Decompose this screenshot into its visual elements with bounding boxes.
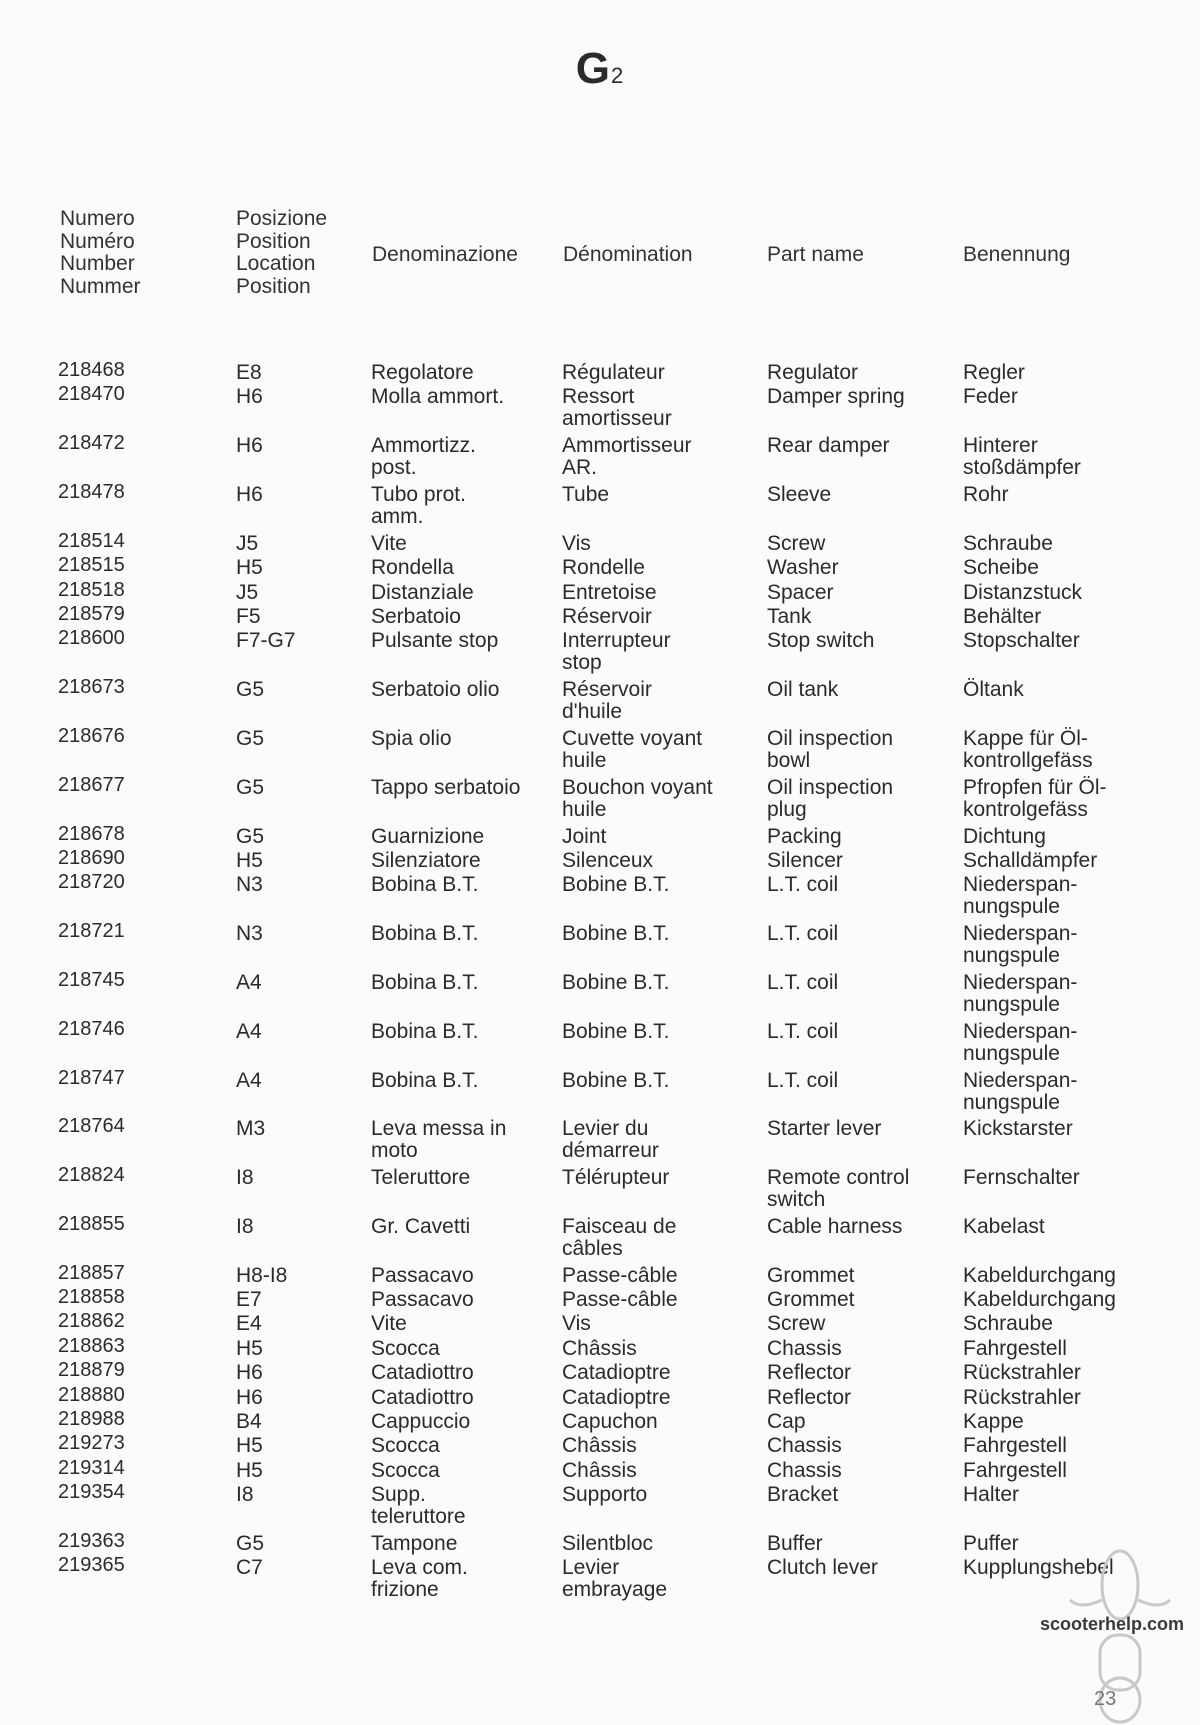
name-fr: Bouchon voyant huile [562, 775, 713, 821]
header-position-line: Position [236, 274, 311, 298]
header-fr-label: Dénomination [563, 243, 693, 266]
position-code: H5 [236, 848, 263, 872]
name-fr: Interrupteur stop [562, 629, 671, 675]
part-number: 218579 [58, 602, 125, 625]
name-en: Regulator [767, 361, 859, 384]
name-fr: Châssis [562, 1336, 637, 1360]
name-en: Reflector [767, 1361, 852, 1385]
position-code: C7 [236, 1556, 263, 1580]
name-fr: Ressort amortisseur [562, 385, 672, 431]
position-code: E4 [236, 1312, 262, 1336]
table-row [0, 1334, 1200, 1362]
name-de: Rückstrahler [963, 1385, 1081, 1409]
header-en-label: Part name [767, 243, 864, 266]
page-title-subscript: 2 [610, 63, 625, 88]
name-it: Leva messa in moto [371, 1117, 507, 1163]
position-code: I8 [236, 1214, 254, 1238]
header-number-line: Numero [60, 207, 135, 230]
table-row [0, 1310, 1200, 1337]
name-en: Screw [767, 1312, 826, 1336]
table-row [0, 1554, 1200, 1606]
part-number: 218747 [58, 1066, 125, 1089]
name-en: Bracket [767, 1483, 839, 1507]
name-it: Tappo serbatoio [371, 775, 521, 799]
part-number: 218880 [58, 1383, 125, 1406]
part-number: 218468 [58, 359, 125, 381]
name-fr: Bobine B.T. [562, 970, 670, 994]
name-en: Damper spring [767, 385, 905, 409]
name-fr: Bobine B.T. [562, 1019, 670, 1043]
name-it: Tampone [371, 1532, 458, 1555]
name-it: Spia olio [371, 726, 452, 750]
part-number: 218600 [58, 627, 125, 650]
position-code: H6 [236, 434, 263, 458]
part-number: 218745 [58, 968, 125, 991]
name-it: Bobina B.T. [371, 873, 479, 897]
name-it: Bobina B.T. [371, 922, 479, 946]
part-number: 218858 [58, 1286, 125, 1309]
name-it: Tubo prot. amm. [371, 482, 466, 528]
name-en: Silencer [767, 848, 843, 872]
position-code: A4 [236, 1068, 262, 1092]
name-en: Rear damper [767, 434, 890, 458]
part-number: 218988 [58, 1408, 125, 1431]
name-en: Packing [767, 824, 842, 848]
table-row [0, 1481, 1200, 1533]
part-number: 219273 [58, 1432, 125, 1455]
part-number: 219363 [58, 1530, 125, 1552]
name-en: Remote control switch [767, 1166, 910, 1212]
name-en: Buffer [767, 1532, 823, 1555]
header-position-line: Posizione [236, 207, 328, 230]
name-fr: Cuvette voyant huile [562, 726, 703, 772]
name-de: Kupplungshebel [963, 1556, 1114, 1580]
name-it: Bobina B.T. [371, 970, 479, 994]
name-de: Pfropfen für Öl- kontrolgefäss [963, 775, 1107, 821]
name-it: Leva com. frizione [371, 1556, 468, 1602]
name-de: Kappe für Öl- kontrollgefäss [963, 726, 1093, 772]
position-code: E8 [236, 361, 262, 384]
name-it: Scocca [371, 1434, 440, 1458]
table-row [0, 432, 1200, 484]
position-code: H6 [236, 1385, 263, 1409]
position-code: F7-G7 [236, 629, 296, 653]
name-de: Niederspan- nungspule [963, 970, 1078, 1016]
part-number: 218478 [58, 480, 125, 503]
name-en: Chassis [767, 1434, 842, 1458]
table-row [0, 1066, 1200, 1119]
name-de: Fahrgestell [963, 1336, 1067, 1360]
part-number: 218863 [58, 1334, 125, 1357]
name-it: Ammortizz. post. [371, 434, 476, 480]
page-title [0, 44, 1200, 94]
part-number: 218720 [58, 871, 125, 894]
page-title-letter: G [575, 44, 611, 93]
position-code: H6 [236, 1361, 263, 1385]
name-en: Stop switch [767, 629, 875, 653]
name-en: L.T. coil [767, 1068, 839, 1092]
name-de: Niederspan- nungspule [963, 1068, 1078, 1114]
name-it: Serbatoio olio [371, 678, 500, 702]
name-de: Distanzstuck [963, 580, 1083, 604]
name-fr: Levier du démarreur [562, 1117, 659, 1163]
part-number: 218855 [58, 1212, 125, 1235]
part-number: 218764 [58, 1115, 125, 1138]
position-code: G5 [236, 678, 265, 702]
name-en: Cap [767, 1410, 806, 1434]
name-de: Schraube [963, 1312, 1053, 1336]
part-number: 219314 [58, 1456, 125, 1479]
name-de: Niederspan- nungspule [963, 873, 1078, 919]
table-row [0, 1261, 1200, 1289]
name-fr: Ammortisseur AR. [562, 434, 692, 480]
name-de: Kappe [963, 1410, 1024, 1434]
position-code: H6 [236, 385, 263, 409]
part-number: 218514 [58, 529, 125, 552]
position-code: G5 [236, 726, 265, 750]
name-en: Tank [767, 604, 812, 628]
name-fr: Bobine B.T. [562, 922, 670, 946]
table-row [0, 1164, 1200, 1216]
part-number: 218824 [58, 1164, 125, 1187]
header-number-line: Numéro [60, 229, 135, 253]
name-fr: Catadioptre [562, 1385, 671, 1409]
name-de: Halter [963, 1483, 1020, 1507]
table-row [0, 1359, 1200, 1386]
name-de: Fernschalter [963, 1166, 1080, 1190]
name-it: Scocca [371, 1458, 440, 1482]
table-row [0, 1286, 1200, 1313]
table-row [0, 676, 1200, 728]
name-de: Rückstrahler [963, 1361, 1081, 1385]
part-number: 218472 [58, 432, 125, 455]
table-row [0, 578, 1200, 606]
name-de: Fahrgestell [963, 1458, 1067, 1482]
part-number: 218721 [58, 920, 125, 943]
name-fr: Levier embrayage [562, 1556, 668, 1602]
name-de: Kabeldurchgang [963, 1263, 1116, 1287]
name-it: Passacavo [371, 1288, 474, 1312]
name-fr: Régulateur [562, 361, 665, 384]
part-number: 218470 [58, 383, 125, 406]
watermark-text: scooterhelp.com [1040, 1614, 1185, 1634]
part-number: 218857 [58, 1261, 125, 1284]
header-number [60, 208, 141, 298]
part-number: 218518 [58, 578, 125, 601]
name-it: Distanziale [371, 580, 474, 604]
header-de-label: Benennung [963, 243, 1071, 266]
part-number: 218677 [58, 773, 125, 796]
name-fr: Télérupteur [562, 1166, 670, 1190]
name-it: Bobina B.T. [371, 1068, 479, 1092]
table-header [0, 208, 1200, 303]
name-fr: Entretoise [562, 580, 657, 604]
name-fr: Vis [562, 531, 591, 555]
name-de: Fahrgestell [963, 1434, 1067, 1458]
part-number: 218673 [58, 676, 125, 699]
table-row [0, 1530, 1200, 1557]
name-en: Cable harness [767, 1214, 903, 1238]
position-code: F5 [236, 604, 261, 628]
part-number: 218515 [58, 554, 125, 577]
position-code: J5 [236, 531, 259, 555]
header-fr [563, 244, 693, 267]
position-code: H8-I8 [236, 1263, 288, 1287]
parts-table [0, 359, 1200, 1606]
name-it: Silenziatore [371, 848, 481, 872]
table-row [0, 383, 1200, 435]
position-code: I8 [236, 1166, 254, 1190]
part-number: 218678 [58, 822, 125, 845]
table-row [0, 602, 1200, 630]
name-it: Passacavo [371, 1263, 474, 1287]
name-it: Supp. teleruttore [371, 1483, 466, 1529]
table-row [0, 724, 1200, 777]
part-number: 218879 [58, 1359, 125, 1382]
part-number: 218862 [58, 1310, 125, 1333]
position-code: G5 [236, 775, 265, 799]
name-fr: Bobine B.T. [562, 873, 670, 897]
name-it: Catadiottro [371, 1361, 474, 1385]
name-it: Bobina B.T. [371, 1019, 479, 1043]
header-de [963, 244, 1070, 267]
name-it: Gr. Cavetti [371, 1214, 471, 1238]
header-position-line: Location [236, 252, 316, 275]
position-code: H5 [236, 1336, 263, 1360]
name-de: Niederspan- nungspule [963, 1019, 1078, 1065]
name-fr: Faisceau de câbles [562, 1214, 677, 1260]
name-de: Feder [963, 385, 1018, 409]
name-fr: Rondelle [562, 556, 645, 580]
name-en: Clutch lever [767, 1556, 878, 1580]
position-code: A4 [236, 1019, 262, 1043]
name-en: Starter lever [767, 1117, 882, 1141]
table-row [0, 359, 1200, 386]
name-fr: Réservoir [562, 604, 652, 628]
name-fr: Passe-câble [562, 1263, 678, 1287]
name-de: Stopschalter [963, 629, 1080, 653]
name-en: Oil inspection bowl [767, 726, 894, 772]
header-position-line: Position [236, 229, 311, 253]
page-number: 23 [1094, 1688, 1117, 1710]
name-fr: Silentbloc [562, 1532, 654, 1555]
header-en [767, 244, 864, 267]
name-it: Pulsante stop [371, 629, 499, 653]
table-row [0, 871, 1200, 923]
name-fr: Catadioptre [562, 1361, 671, 1385]
name-it: Regolatore [371, 361, 474, 384]
table-row [0, 1408, 1200, 1435]
part-number: 219354 [58, 1481, 125, 1504]
name-it: Vite [371, 531, 407, 555]
table-row [0, 1432, 1200, 1459]
name-en: Washer [767, 556, 839, 580]
table-row [0, 822, 1200, 850]
part-number: 219365 [58, 1554, 125, 1577]
table-row [0, 920, 1200, 972]
name-it: Vite [371, 1312, 407, 1336]
name-en: Grommet [767, 1288, 855, 1312]
name-fr: Tube [562, 482, 610, 506]
name-fr: Supporto [562, 1483, 648, 1507]
name-en: Screw [767, 531, 826, 555]
name-de: Kabeldurchgang [963, 1288, 1116, 1312]
name-en: Spacer [767, 580, 834, 604]
name-de: Schraube [963, 531, 1053, 555]
position-code: N3 [236, 922, 263, 946]
position-code: E7 [236, 1288, 262, 1312]
name-it: Teleruttore [371, 1166, 471, 1190]
table-row [0, 529, 1200, 557]
position-code: J5 [236, 580, 259, 604]
table-row [0, 480, 1200, 533]
name-en: L.T. coil [767, 1019, 839, 1043]
name-it: Guarnizione [371, 824, 485, 848]
header-number-line: Number [60, 252, 135, 275]
name-it: Molla ammort. [371, 385, 505, 409]
name-en: Oil tank [767, 678, 839, 702]
name-de: Dichtung [963, 824, 1046, 848]
position-code: G5 [236, 1532, 265, 1555]
table-row [0, 554, 1200, 581]
name-en: Oil inspection plug [767, 775, 894, 821]
table-row [0, 1383, 1200, 1411]
name-en: Chassis [767, 1336, 842, 1360]
name-de: Niederspan- nungspule [963, 922, 1078, 968]
name-en: Reflector [767, 1385, 852, 1409]
position-code: N3 [236, 873, 263, 897]
position-code: H6 [236, 482, 263, 506]
table-row [0, 773, 1200, 826]
name-it: Catadiottro [371, 1385, 474, 1409]
name-de: Scheibe [963, 556, 1039, 580]
position-code: I8 [236, 1483, 254, 1507]
header-it [372, 244, 518, 267]
name-it: Serbatoio [371, 604, 461, 628]
name-fr: Capuchon [562, 1410, 658, 1434]
header-position [236, 208, 327, 298]
name-fr: Châssis [562, 1458, 637, 1482]
name-de: Puffer [963, 1532, 1019, 1555]
name-en: Chassis [767, 1458, 842, 1482]
table-row [0, 627, 1200, 679]
name-de: Rohr [963, 482, 1009, 506]
table-row [0, 968, 1200, 1021]
table-row [0, 1017, 1200, 1070]
name-fr: Vis [562, 1312, 591, 1336]
name-de: Kickstarster [963, 1117, 1073, 1141]
name-fr: Joint [562, 824, 607, 848]
position-code: H5 [236, 556, 263, 580]
name-en: Sleeve [767, 482, 832, 506]
name-fr: Châssis [562, 1434, 637, 1458]
name-de: Hinterer stoßdämpfer [963, 434, 1081, 480]
name-it: Cappuccio [371, 1410, 471, 1434]
name-en: L.T. coil [767, 970, 839, 994]
table-row [0, 1456, 1200, 1484]
position-code: M3 [236, 1117, 266, 1141]
name-it: Rondella [371, 556, 454, 580]
position-code: G5 [236, 824, 265, 848]
header-number-line: Nummer [60, 274, 141, 298]
name-en: L.T. coil [767, 873, 839, 897]
name-de: Kabelast [963, 1214, 1045, 1238]
name-fr: Passe-câble [562, 1288, 678, 1312]
part-number: 218676 [58, 724, 125, 747]
table-row [0, 1212, 1200, 1265]
table-row [0, 846, 1200, 874]
position-code: H5 [236, 1434, 263, 1458]
part-number: 218746 [58, 1017, 125, 1040]
name-fr: Bobine B.T. [562, 1068, 670, 1092]
position-code: B4 [236, 1410, 262, 1434]
part-number: 218690 [58, 846, 125, 869]
name-de: Schalldämpfer [963, 848, 1098, 872]
name-en: Grommet [767, 1263, 855, 1287]
position-code: H5 [236, 1458, 263, 1482]
table-row [0, 1115, 1200, 1167]
name-de: Öltank [963, 678, 1024, 702]
position-code: A4 [236, 970, 262, 994]
name-fr: Réservoir d'huile [562, 678, 652, 724]
name-de: Behälter [963, 604, 1042, 628]
name-fr: Silenceux [562, 848, 654, 872]
name-en: L.T. coil [767, 922, 839, 946]
name-it: Scocca [371, 1336, 440, 1360]
name-de: Regler [963, 361, 1025, 384]
header-it-label: Denominazione [372, 243, 518, 266]
